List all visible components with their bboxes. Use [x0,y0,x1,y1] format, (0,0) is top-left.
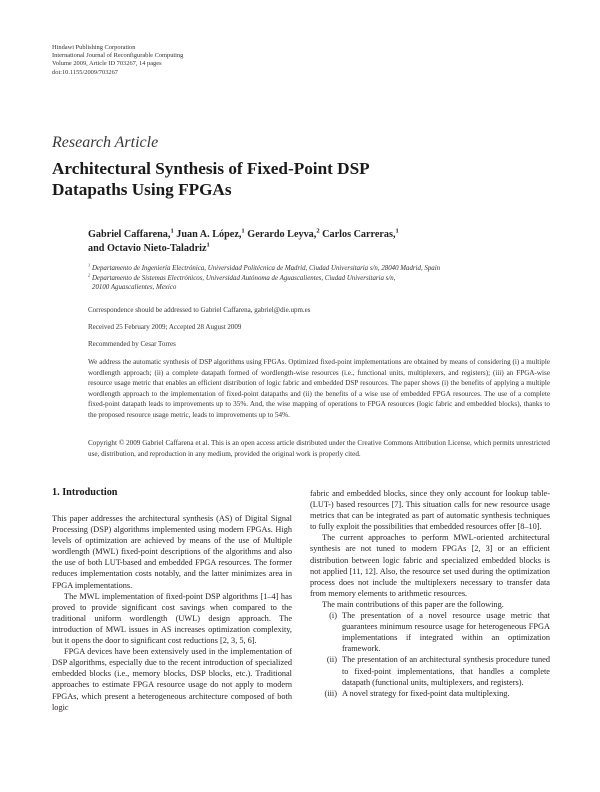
author-name: Gabriel Caffarena, [88,229,171,240]
correspondence: Correspondence should be addressed to Gabriel Caffarena, gabriel@die.upm.es [88,306,311,314]
affiliation-1 [88,264,440,274]
list-number: (i) [329,611,337,621]
paragraph: The current approaches to perform MWL-oriented architectural synthesis are not tuned to modern FPGAs [2, 3] or an efficient distribution between logic fabric and specialized embedded blocks is not applied [11, 12]. Also, the resource set used during the optimization process does not include the multiplexers necessary to transfer data from memory elements to arithmetic resources. [310,533,550,598]
journal-header [52,44,183,77]
recommended-by: Recommended by Cesar Torres [88,340,176,348]
author-list [88,228,399,256]
list-item [310,610,550,654]
list-text: A novel strategy for fixed-point data multiplexing. [342,688,510,698]
paragraph: fabric and embedded blocks, since they only account for lookup table- (LUT-) based resources [7]. This situation calls for new resource usage metrics that can be integrated as part of automatic synthesis techniques to fully exploit the possibilities that embedded resources offer [8–10]. [310,489,550,532]
list-text: The presentation of an architectural synthesis procedure tuned to fixed-point implementations, that handles a complete datapath (functional units, multiplexers, and registers). [342,655,550,687]
author-line-2 [88,242,399,256]
title-line-2: Datapaths Using FPGAs [52,180,232,199]
title-line-1: Architectural Synthesis of Fixed-Point DSP [52,159,370,178]
affiliation-marker: 1 [241,227,245,235]
affiliation-number: 2 [88,272,91,278]
affiliation-text: Departamento de Ingeniería Electrónica, Universidad Politécnica de Madrid, Ciudad Universitaria s/n, 28040 Madrid, Spain [90,265,441,272]
list-number: (ii) [326,655,337,665]
section-heading: 1. Introduction [52,487,118,498]
column-left [52,513,292,713]
affiliation-number: 1 [88,262,91,268]
author-line-1 [88,228,399,242]
list-item [310,654,550,687]
author-name: Gerardo Leyva, [244,229,317,240]
affiliation-marker: 1 [170,227,174,235]
affiliation-marker: 1 [395,227,399,235]
affiliation-2 [88,274,440,284]
column-right [310,488,550,699]
author-name: Juan A. López, [173,229,242,240]
received-dates: Received 25 February 2009; Accepted 28 August 2009 [88,323,242,331]
paragraph: The main contributions of this paper are the following. [322,599,504,609]
doi: doi:10.1155/2009/703267 [52,68,118,76]
article-type: Research Article [52,134,159,151]
list-text: The presentation of a novel resource usage metric that guarantees minimum resource usage for heterogeneous FPGA implementations if integrated within an optimization framework. [342,611,550,654]
affiliations [88,264,440,293]
paragraph: This paper addresses the architectural synthesis (AS) of Digital Signal Processing (DSP) algorithms implemented using modern FPGAs. High levels of optimization are achieved by means of the use of Multiple wordlength (MWL) fixed-point descriptions of the algorithms and also the use of both LUT-based and embedded FPGA resources. The former reduces implementation costs notably, and the latter minimizes area in FPGA implementations. [52,514,292,590]
paragraph: The MWL implementation of fixed-point DSP algorithms [1–4] has proved to provide significant cost savings when compared to the traditional uniform wordlength (UWL) design approach. The introduction of MWL issues in AS increases optimization complexity, but it opens the door to significant cost reductions [2, 3, 5, 6]. [52,591,292,646]
list-item [310,688,550,699]
paper-title [52,158,370,200]
author-name: Carlos Carreras, [319,229,396,240]
abstract: We address the automatic synthesis of DSP algorithms using FPGAs. Optimized fixed-point implementations are obtained by means of considering (i) a multiple wordlength approach; (ii) a complete datapath formed of wordlength-wise resources (i.e., functional units, multiplexers, and registers); (iii) an FPGA-wise resource usage metric that enables an efficient distribution of logic fabric and embedded DSP resources. The paper shows (i) the benefits of applying a multiple wordlength approach to the implementation of fixed-point datapaths and (ii) the benefits of a wise use of embedded FPGA resources. The use of a complete fixed-point datapath leads to improvements up to 35%. And, the wise mapping of operations to FPGA resources (logic fabric and embedded blocks), thanks to the proposed resource usage metric, leads to improvements up to 54%. [88,358,550,419]
affiliation-text: Departamento de Sistemas Electrónicos, Universidad Autónoma de Aguascalientes, Ciudad Universitaria s/n, [90,274,396,282]
publisher: Hindawi Publishing Corporation [52,44,136,51]
list-number: (iii) [324,688,337,698]
volume-info: Volume 2009, Article ID 703267, 14 pages [52,60,162,68]
copyright-notice: Copyright © 2009 Gabriel Caffarena et al. This is an open access article distributed under the Creative Commons Attribution License, which permits unrestricted use, distribution, and reproduction in any medium, provided the original work is properly cited. [88,439,550,458]
affiliation-marker: 2 [316,227,320,235]
affiliation-marker: 1 [206,241,210,249]
paragraph: FPGA devices have been extensively used in the implementation of DSP algorithms, especially due to the recent introduction of specialized embedded blocks (i.e., memory blocks, DSP blocks, etc.). Traditional approaches to estimate FPGA resource usage do not apply to modern FPGAs, which present a heterogeneous architecture composed of both logic [52,647,292,712]
journal-name: International Journal of Reconfigurable Computing [52,52,184,60]
affiliation-2-cont: 20100 Aguascalientes, Mexico [92,284,177,292]
author-name: and Octavio Nieto-Taladriz [88,243,207,254]
